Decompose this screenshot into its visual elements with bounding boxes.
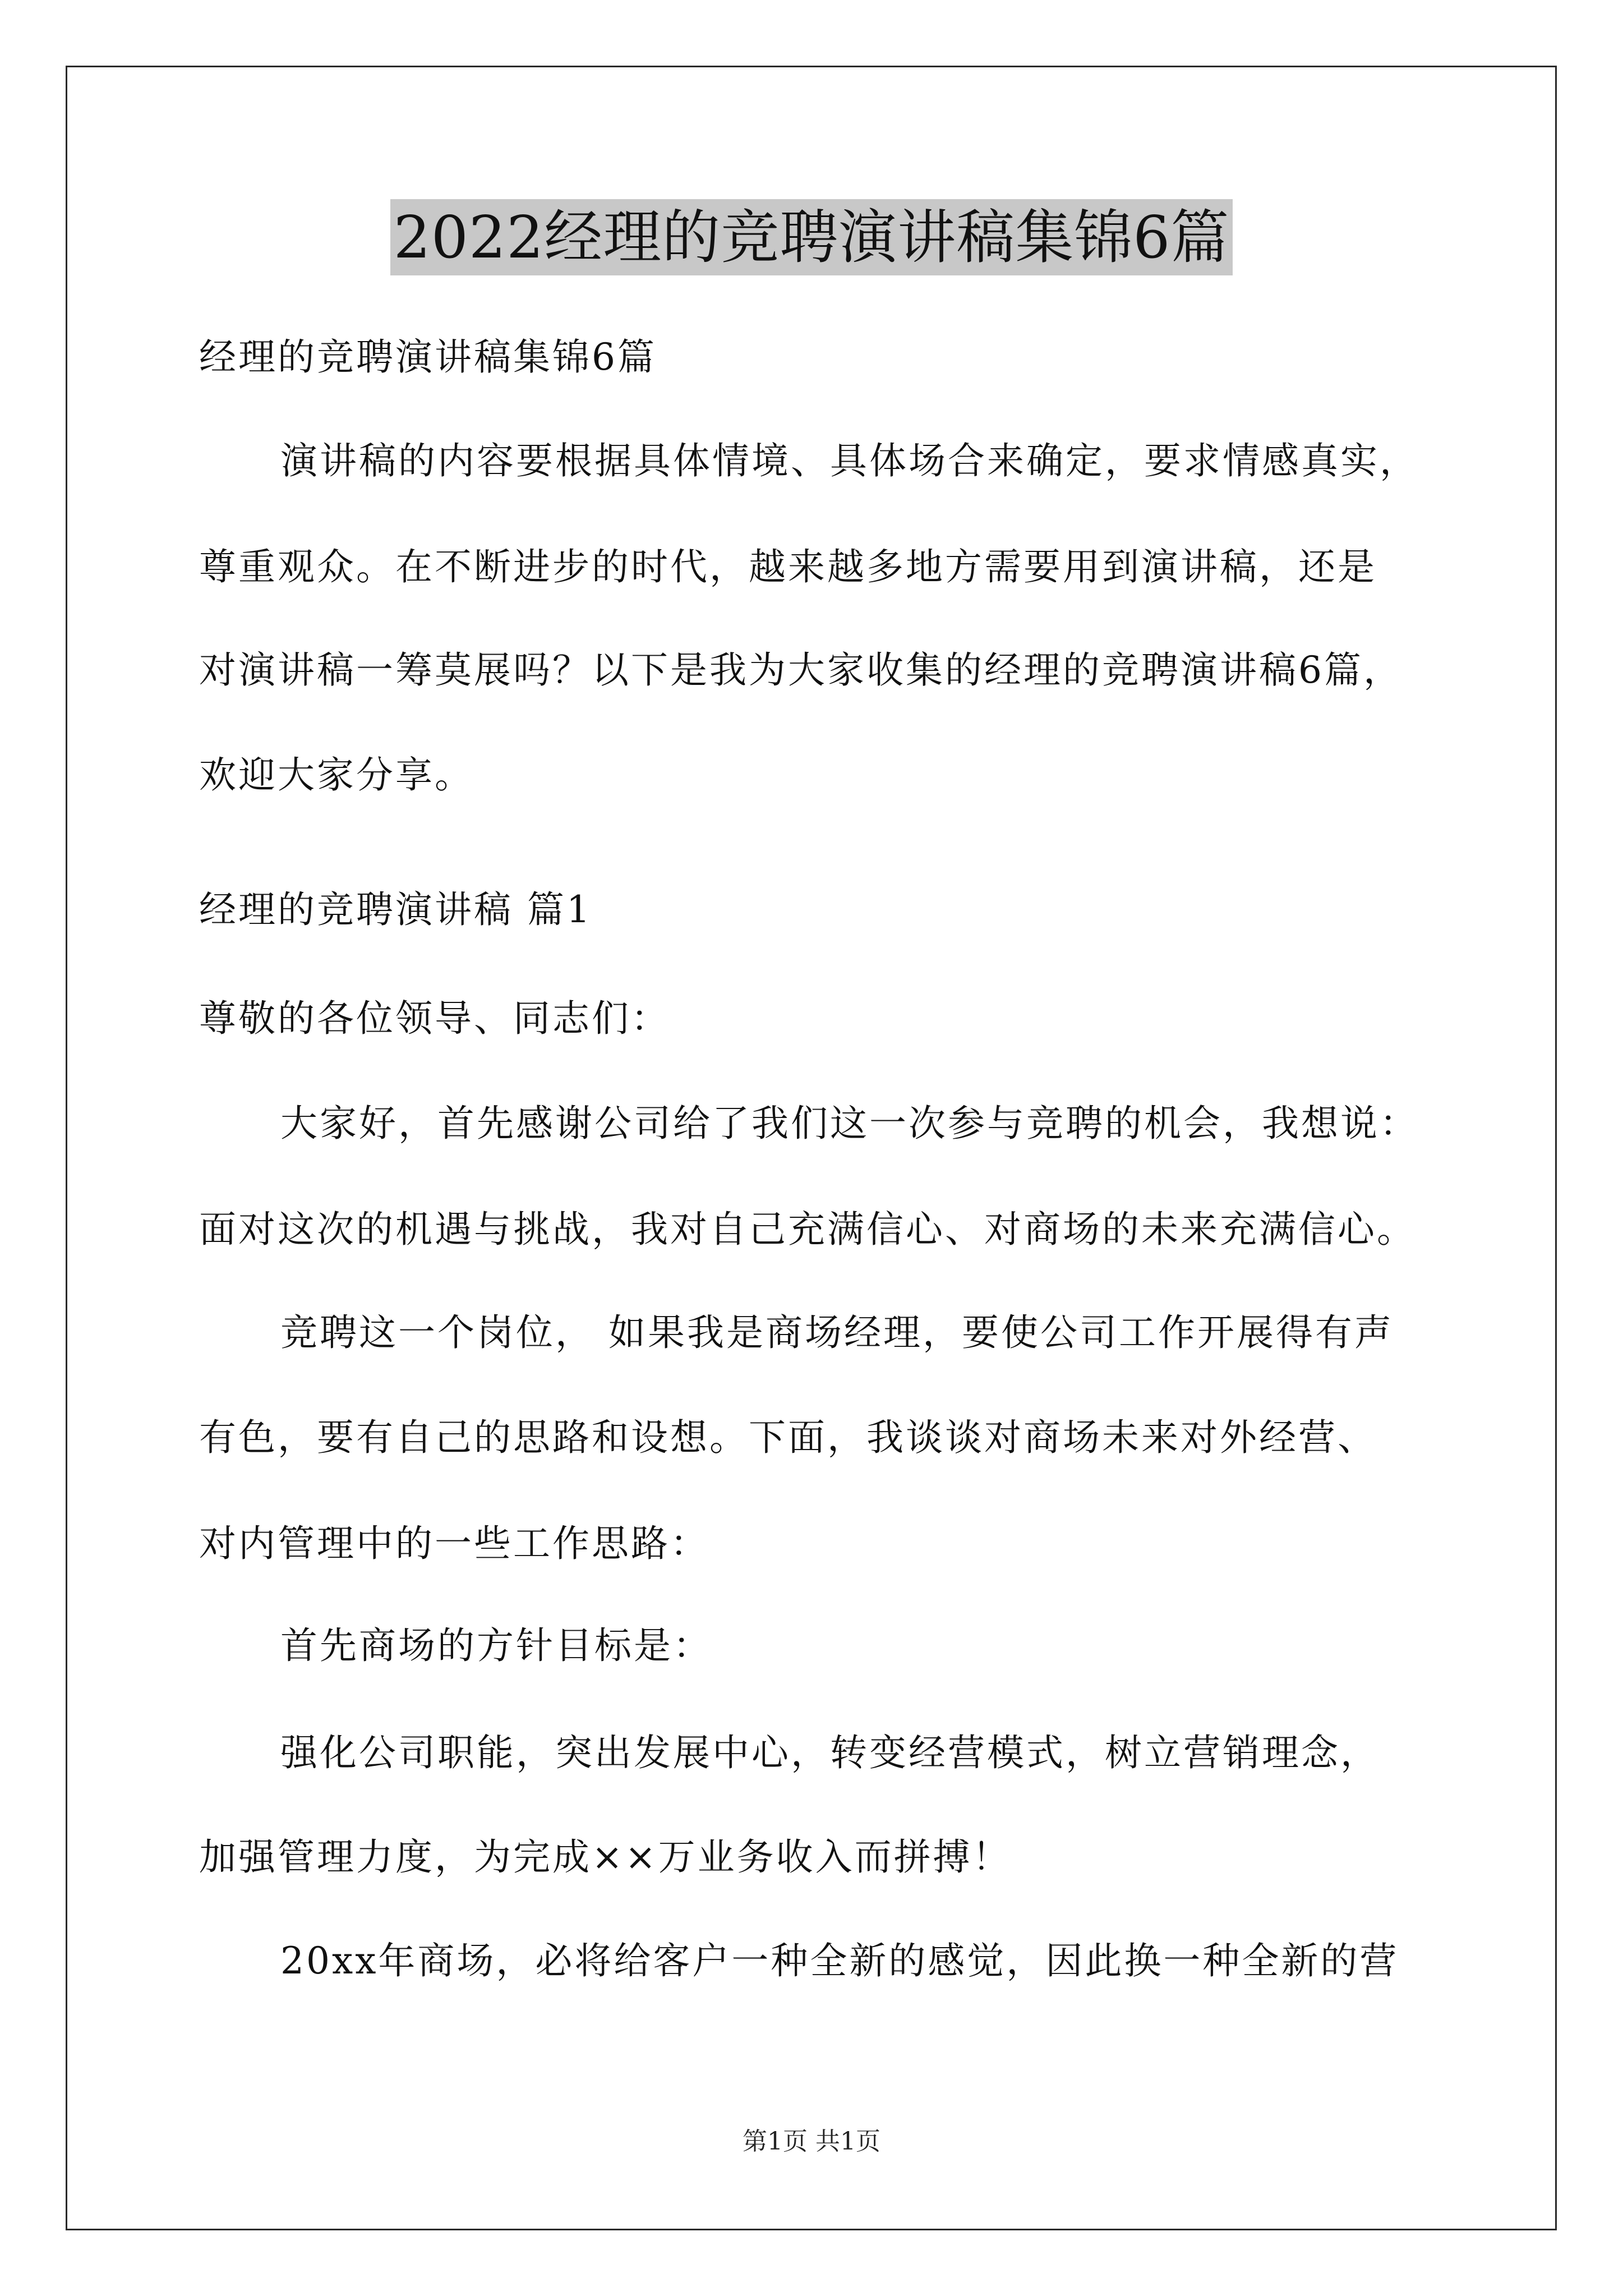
section-heading: 经理的竞聘演讲稿 篇1 (199, 888, 592, 931)
title-block (0, 199, 1623, 275)
paragraph-line: 大家好，首先感谢公司给了我们这一次参与竞聘的机会，我想说： (280, 1102, 1419, 1145)
paragraph-line: 对内管理中的一些工作思路： (199, 1522, 709, 1565)
paragraph-line: 强化公司职能，突出发展中心，转变经营模式，树立营销理念， (280, 1731, 1380, 1774)
paragraph-line: 竞聘这一个岗位， 如果我是商场经理，要使公司工作开展得有声 (280, 1311, 1394, 1354)
paragraph-line: 20xx年商场，必将给客户一种全新的感觉，因此换一种全新的营 (280, 1939, 1399, 1982)
paragraph-line: 首先商场的方针目标是： (280, 1624, 712, 1667)
paragraph-line: 面对这次的机遇与挑战，我对自己充满信心、对商场的未来充满信心。 (199, 1208, 1416, 1251)
paragraph-line: 有色，要有自己的思路和设想。下面，我谈谈对商场未来对外经营、 (199, 1416, 1377, 1459)
subtitle-line: 经理的竞聘演讲稿集锦6篇 (199, 335, 657, 379)
paragraph-line: 演讲稿的内容要根据具体情境、具体场合来确定，要求情感真实， (280, 439, 1419, 482)
paragraph-line: 加强管理力度，为完成××万业务收入而拼搏！ (199, 1835, 1012, 1879)
salutation-line: 尊敬的各位领导、同志们： (199, 997, 670, 1040)
paragraph-line: 对演讲稿一筹莫展吗？以下是我为大家收集的经理的竞聘演讲稿6篇， (199, 648, 1403, 692)
paragraph-line: 欢迎大家分享。 (199, 753, 474, 797)
paragraph-line: 尊重观众。在不断进步的时代，越来越多地方需要用到演讲稿，还是 (199, 545, 1377, 588)
page-footer: 第1页 共1页 (743, 2127, 880, 2156)
document-title: 2022经理的竞聘演讲稿集锦6篇 (390, 199, 1233, 275)
